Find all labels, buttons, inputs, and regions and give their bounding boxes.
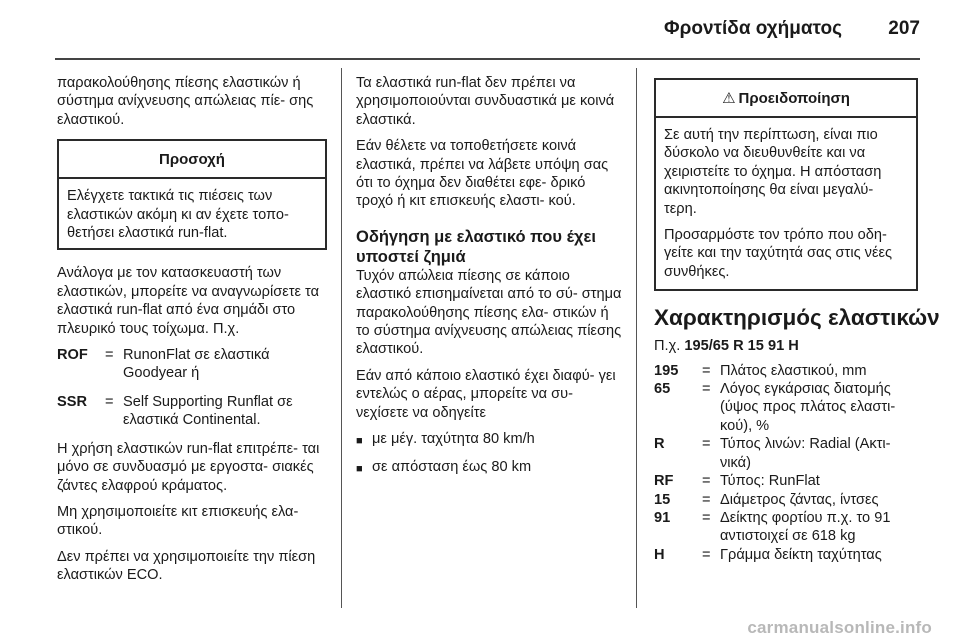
list-item (356, 458, 622, 478)
column-2 (356, 74, 622, 485)
watermark: carmanualsonline.info (747, 618, 932, 637)
code-desc: Λόγος εγκάρσιας διατομής (ύψος προς πλάτος ελαστι- κού), % (720, 381, 896, 434)
code-row (654, 472, 918, 490)
warning-body (656, 118, 916, 289)
code-term: R (654, 436, 665, 453)
list-item-text: σε απόσταση έως 80 km (372, 458, 532, 475)
paragraph: Τυχόν απώλεια πίεσης σε κάποιο ελαστικό επισημαίνεται από το σύ- στημα παρακολούθησης πίεσης ελα- στικών ή το σύστημα ανίχνευσης απώλειας πίεσης ελαστικού. (356, 267, 622, 358)
paragraph: Δεν πρέπει να χρησιμοποιείτε την πίεση ελαστικών ECO. (57, 548, 316, 584)
code-term: RF (654, 473, 674, 490)
paragraph: Η χρήση ελαστικών run-flat επιτρέπε- ται μόνο σε συνδυασμό με εργοστα- σιακές ζάντες ελαφρού κράματος. (57, 440, 320, 494)
example-prefix: Π.χ. (654, 338, 681, 355)
bullet-icon: ■ (356, 435, 363, 448)
subsection-heading: Οδήγηση με ελαστικό που έχει υποστεί ζημιά (356, 227, 596, 266)
paragraph: Σε αυτή την περίπτωση, είναι πιο δύσκολο να διευθυνθείτε και να χειριστείτε το όχημα. Η απόσταση ακινητοποίησης θα είναι μεγαλύ- τερη. (664, 127, 882, 217)
code-row (654, 362, 918, 380)
paragraph: Ανάλογα με τον κατασκευαστή των ελαστικών, μπορείτε να αναγνωρίσετε τα ελαστικά run-flat από ένα σημάδι στο πλευρικό τους τοίχωμα. Π.χ. (57, 265, 320, 337)
equals-sign: = (105, 347, 114, 364)
marking-list (57, 346, 327, 430)
equals-sign: = (702, 473, 711, 490)
tire-size-code: 195/65 R 15 91 H (684, 338, 799, 355)
equals-sign: = (702, 381, 711, 398)
column-3 (654, 74, 940, 572)
code-row (654, 491, 918, 509)
equals-sign: = (702, 491, 711, 508)
caution-text: Ελέγχετε τακτικά τις πιέσεις των ελαστικών ακόμη κι αν έχετε τοπο- θετήσει ελαστικά run-flat. (67, 188, 289, 242)
code-term: 195 (654, 362, 679, 379)
section-heading: Χαρακτηρισμός ελαστικών (654, 305, 940, 331)
caution-box (57, 139, 327, 250)
code-row (654, 380, 918, 435)
code-row (654, 546, 918, 564)
code-term: H (654, 546, 665, 563)
marking-term: ROF (57, 347, 88, 364)
paragraph: Προσαρμόστε τον τρόπο που οδη- γείτε και την ταχύτητά σας στις νέες συνθήκες. (664, 227, 892, 280)
code-term: 65 (654, 381, 671, 398)
paragraph: Τα ελαστικά run-flat δεν πρέπει να χρησιμοποιούνται συνδυαστικά με κοινά ελαστικά. (356, 75, 615, 128)
warning-header (656, 80, 916, 118)
chapter-title: Φροντίδα οχήματος (664, 18, 842, 39)
bullet-icon: ■ (356, 462, 363, 475)
warning-title: Προειδοποίηση (738, 90, 850, 107)
marking-row (57, 393, 327, 430)
code-term: 91 (654, 509, 671, 526)
code-desc: Διάμετρος ζάντας, ίντσες (720, 491, 879, 508)
warning-box (654, 78, 918, 291)
code-term: 15 (654, 491, 671, 508)
code-desc: Δείκτης φορτίου π.χ. το 91 αντιστοιχεί σε 618 kg (720, 509, 891, 545)
marking-desc: RunonFlat σε ελαστικά Goodyear ή (123, 347, 270, 382)
code-row (654, 509, 918, 546)
code-desc: Γράμμα δείκτη ταχύτητας (720, 546, 882, 563)
page-number: 207 (888, 18, 920, 39)
list-item-text: με μέγ. ταχύτητα 80 km/h (372, 431, 535, 448)
tire-size-example (654, 337, 918, 355)
page-header (0, 0, 960, 64)
equals-sign: = (105, 393, 114, 410)
column-divider-1 (341, 68, 342, 608)
code-desc: Τύπος λινών: Radial (Ακτι- νικά) (720, 436, 891, 471)
equals-sign: = (702, 362, 711, 379)
warning-triangle-icon: ⚠ (722, 90, 736, 107)
column-divider-2 (636, 68, 637, 608)
paragraph: Μη χρησιμοποιείτε κιτ επισκευής ελα- στικού. (57, 503, 299, 539)
equals-sign: = (702, 546, 711, 563)
code-row (654, 435, 918, 472)
caution-title: Προσοχή (59, 141, 325, 179)
marking-term: SSR (57, 393, 88, 410)
list-item (356, 430, 622, 450)
paragraph: Εάν από κάποιο ελαστικό έχει διαφύ- γει εντελώς ο αέρας, μπορείτε να συ- νεχίσετε να οδηγείτε (356, 367, 616, 421)
equals-sign: = (702, 436, 711, 453)
tire-code-list (654, 362, 918, 564)
code-desc: Πλάτος ελαστικού, mm (720, 362, 867, 379)
marking-desc: Self Supporting Runflat σε ελαστικά Continental. (123, 393, 293, 429)
paragraph: παρακολούθησης πίεσης ελαστικών ή σύστημα ανίχνευσης απώλειας πίε- σης ελαστικού. (57, 75, 314, 128)
equals-sign: = (702, 509, 711, 526)
marking-row (57, 346, 327, 383)
paragraph: Εάν θέλετε να τοποθετήσετε κοινά ελαστικά, πρέπει να λάβετε υπόψη σας ότι το όχημα δεν διαθέτει εφε- δρικό τροχό ή κιτ επισκευής ελαστι- κού. (356, 138, 609, 210)
column-1 (57, 74, 327, 593)
header-rule (55, 58, 920, 60)
code-desc: Τύπος: RunFlat (720, 473, 820, 490)
